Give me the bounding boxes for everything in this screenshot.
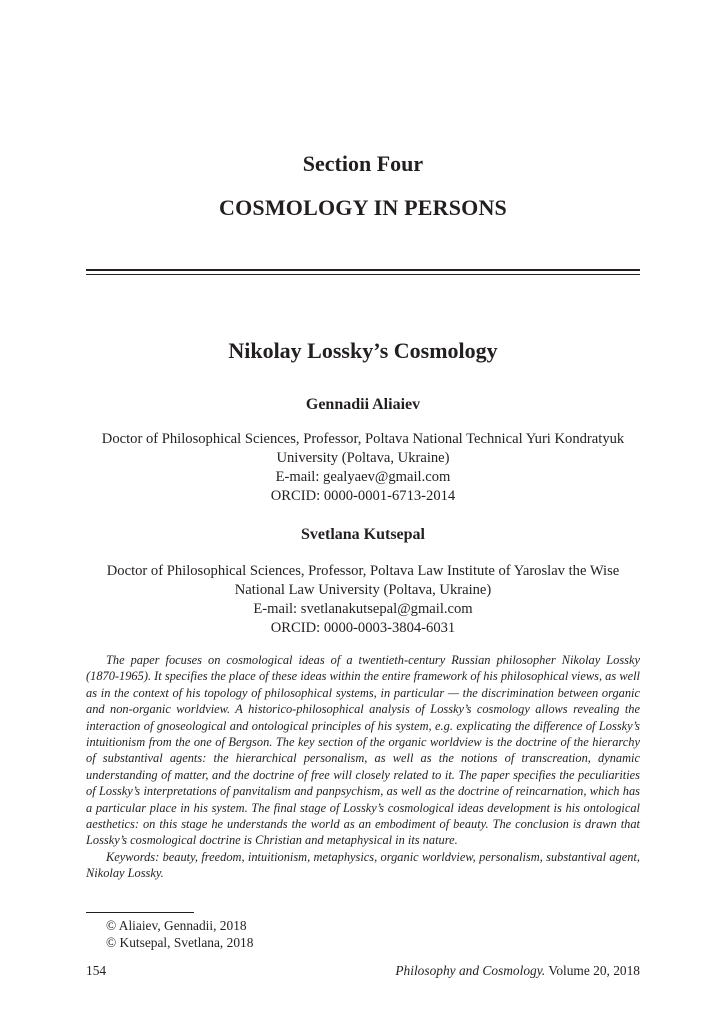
- affiliation-line: Doctor of Philosophical Sciences, Professor, Poltava National Technical Yuri Kondratyuk: [101, 431, 625, 447]
- affiliation-line: University (Poltava, Ukraine): [276, 450, 450, 466]
- author-email: E-mail: svetlanakutsepal@gmail.com: [253, 601, 473, 617]
- author-email: E-mail: gealyaev@gmail.com: [275, 469, 451, 485]
- abstract: [86, 652, 640, 882]
- affiliation-line: National Law University (Poltava, Ukraine): [234, 582, 492, 598]
- paper-title: Nikolay Lossky’s Cosmology: [228, 338, 498, 363]
- section-label: Section Four: [302, 151, 424, 176]
- page-number: 154: [86, 963, 107, 978]
- journal-name: Philosophy and Cosmology.: [395, 963, 546, 978]
- copyright-note: © Kutsepal, Svetlana, 2018: [106, 935, 254, 950]
- section-title: COSMOLOGY IN PERSONS: [218, 195, 507, 220]
- author-affiliation: [0, 430, 726, 506]
- journal-volume: Volume 20, 2018: [545, 963, 640, 978]
- keywords: Keywords: beauty, freedom, intuitionism, metaphysics, organic worldview, personalism, substantival agent, Nikolay Lossky.: [86, 849, 640, 881]
- author-orcid: ORCID: 0000-0001-6713-2014: [270, 488, 456, 504]
- abstract-text: The paper focuses on cosmological ideas of a twentieth-century Russian philosopher Nikolay Lossky (1870-1965). It specifies the place of these ideas within the entire framework of his philosophical views, as well as in the context of his topology of philosophical systems, in particular — the discrimination between organic and non-organic worldview. A historico-philosophical analysis of Lossky’s cosmology allows revealing the interaction of gnoseological and ontological principles of his system, e.g. explicating the difference of Lossky’s intuitionism from the one of Bergson. The key section of the organic worldview is the doctrine of the hierarchy of substantival agents: the hierarchical personalism, as well as the notions of transcreation, dynamic understanding of matter, and the doctrine of free will closely related to it. The paper specifies the peculiarities of Lossky’s interpretations of panvitalism and panpsychism, as well as the doctrine of reincarnation, which has a particular place in his system. The final stage of Lossky’s cosmological ideas development is his ontological aesthetics: on this stage he understands the world as an embodiment of beauty. The conclusion is drawn that Lossky’s cosmological doctrine is Christian and metaphysical in its nature.: [86, 653, 640, 848]
- section-divider: [86, 269, 640, 275]
- footnote-divider: [86, 912, 194, 913]
- author-orcid: ORCID: 0000-0003-3804-6031: [270, 620, 456, 636]
- author-affiliation: [0, 562, 726, 638]
- affiliation-line: Doctor of Philosophical Sciences, Professor, Poltava Law Institute of Yaroslav the Wise: [106, 563, 620, 579]
- journal-reference: [395, 963, 640, 979]
- author-name: Gennadii Aliaiev: [305, 396, 421, 413]
- author-name: Svetlana Kutsepal: [300, 526, 425, 543]
- copyright-note: © Aliaiev, Gennadii, 2018: [106, 918, 247, 933]
